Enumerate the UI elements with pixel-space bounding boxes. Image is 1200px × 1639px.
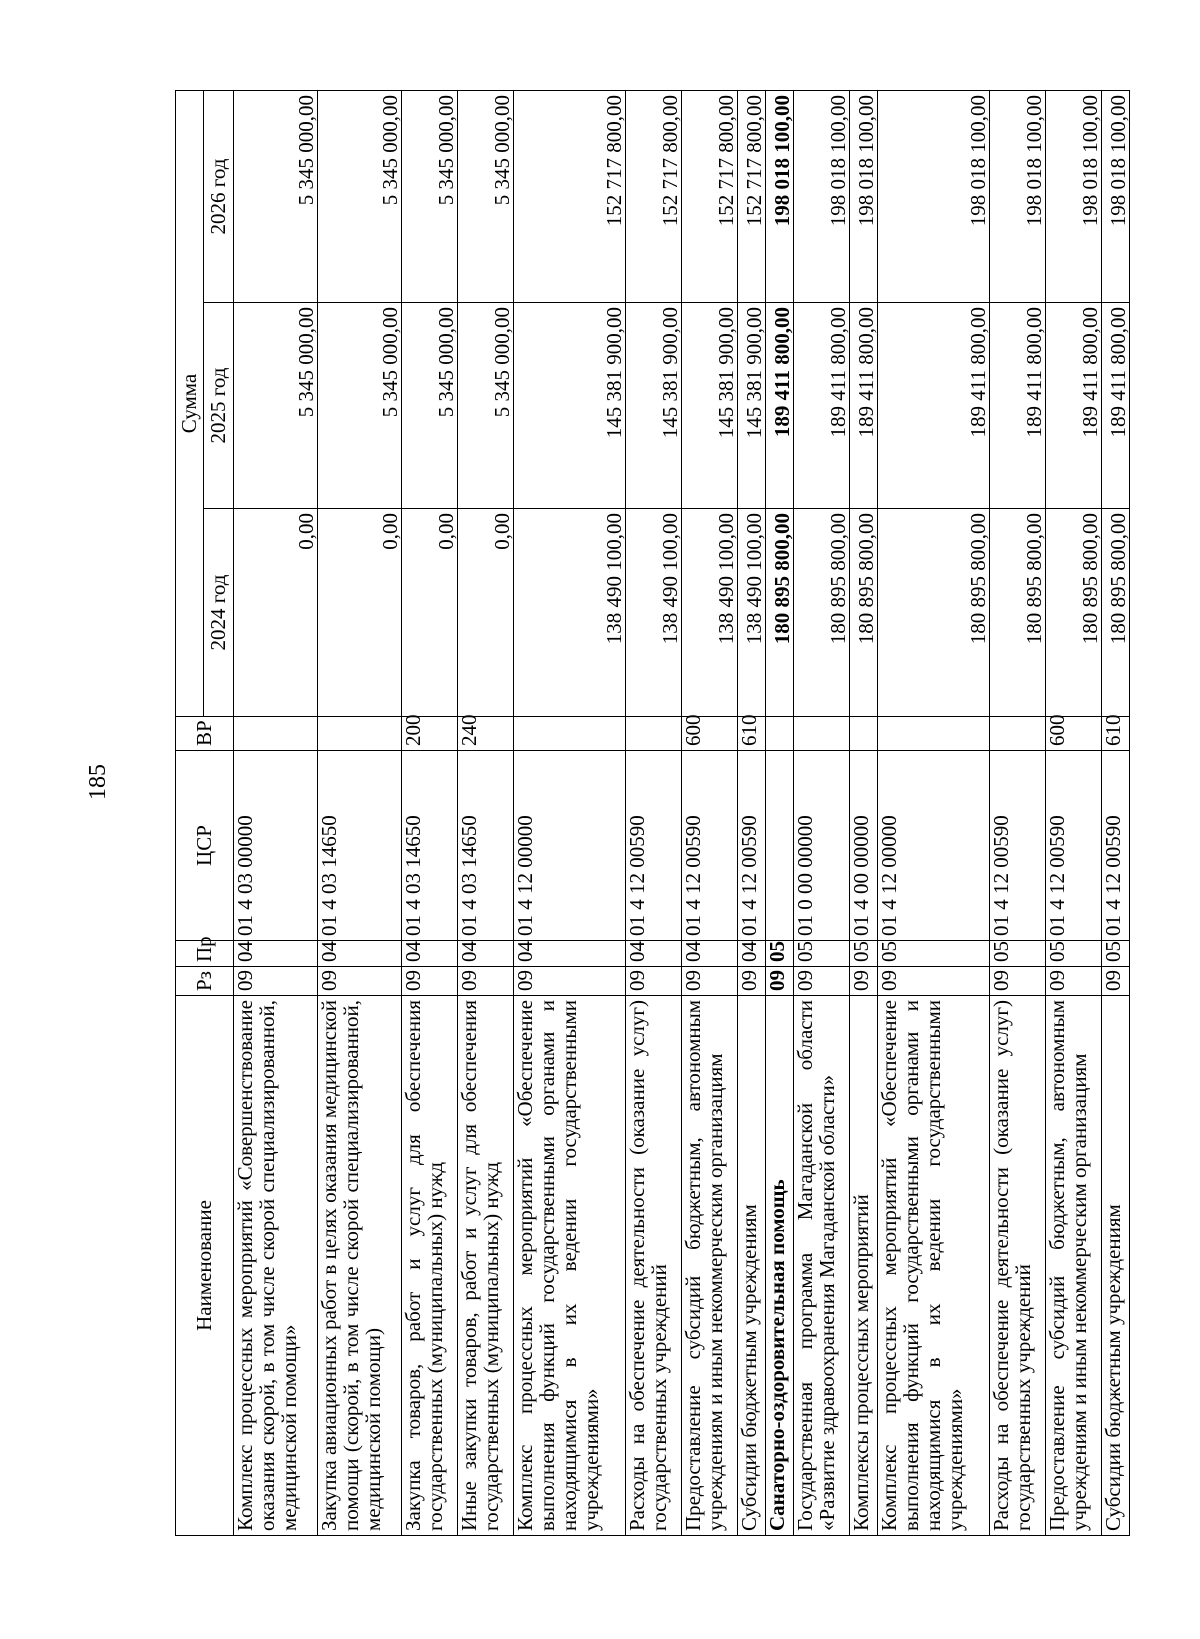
row-vr [318,717,402,751]
row-csr: 01 4 12 00000 [878,751,990,941]
row-name: Государственная программа Магаданской области «Развитие здравоохранения Магаданской области» [794,996,850,1536]
row-csr: 01 4 03 14650 [402,751,458,941]
row-vr [794,717,850,751]
row-csr: 01 4 12 00000 [514,751,626,941]
row-pr: 04 [234,941,318,967]
row-pr: 04 [682,941,738,967]
row-sum-2025: 189 411 800,00 [1046,303,1102,509]
row-sum-2025: 5 345 000,00 [318,303,402,509]
row-pr: 04 [402,941,458,967]
row-sum-2025: 189 411 800,00 [766,303,794,509]
row-rz: 09 [766,967,794,996]
row-name: Комплекс процессных мероприятий «Обеспечение выполнения функций государственными органами и находящимися в их ведении государственными учреждениями» [878,996,990,1536]
row-sum-2026: 198 018 100,00 [794,90,850,302]
row-rz: 09 [318,967,402,996]
table-row [234,90,318,1535]
row-rz: 09 [626,967,682,996]
table-row [626,90,682,1535]
table-row [878,90,990,1535]
row-pr: 05 [766,941,794,967]
row-sum-2026: 152 717 800,00 [738,90,766,302]
table-body [234,90,1130,1535]
row-sum-2025: 145 381 900,00 [514,303,626,509]
row-sum-2025: 189 411 800,00 [794,303,850,509]
header-2025: 2025 год [204,303,234,509]
table-row [458,90,514,1535]
row-rz: 09 [1046,967,1102,996]
row-rz: 09 [458,967,514,996]
row-csr: 01 4 00 00000 [850,751,878,941]
row-pr: 05 [878,941,990,967]
row-rz: 09 [1102,967,1130,996]
row-csr: 01 4 12 00590 [1046,751,1102,941]
row-rz: 09 [878,967,990,996]
header-rz: Рз [176,967,234,996]
row-csr: 01 0 00 00000 [794,751,850,941]
row-pr: 04 [458,941,514,967]
row-sum-2025: 145 381 900,00 [738,303,766,509]
row-sum-2025: 189 411 800,00 [878,303,990,509]
row-vr: 600 [682,717,738,751]
row-sum-2026: 198 018 100,00 [850,90,878,302]
row-sum-2026: 198 018 100,00 [766,90,794,302]
row-name: Комплекс процессных мероприятий «Обеспечение выполнения функций государственными органами и находящимися в их ведении государственными учреждениями» [514,996,626,1536]
row-vr: 610 [738,717,766,751]
row-name: Комплексы процессных мероприятий [850,996,878,1536]
row-sum-2024: 180 895 800,00 [794,509,850,717]
row-rz: 09 [990,967,1046,996]
table-header [176,90,234,1535]
row-sum-2024: 0,00 [318,509,402,717]
row-sum-2026: 5 345 000,00 [234,90,318,302]
row-vr [626,717,682,751]
row-name: Предоставление субсидий бюджетным, автономным учреждениям и иным некоммерческим организациям [682,996,738,1536]
row-sum-2024: 180 895 800,00 [878,509,990,717]
row-csr: 01 4 03 14650 [318,751,402,941]
row-sum-2024: 180 895 800,00 [1046,509,1102,717]
row-sum-2024: 180 895 800,00 [990,509,1046,717]
row-sum-2024: 0,00 [402,509,458,717]
row-csr: 01 4 03 14650 [458,751,514,941]
row-rz: 09 [402,967,458,996]
row-rz: 09 [794,967,850,996]
row-name: Субсидии бюджетным учреждениям [1102,996,1130,1536]
row-sum-2025: 145 381 900,00 [682,303,738,509]
table-row [402,90,458,1535]
row-sum-2025: 189 411 800,00 [990,303,1046,509]
row-name: Расходы на обеспечение деятельности (оказание услуг) государственных учреждений [990,996,1046,1536]
header-vr: ВР [176,717,234,751]
row-pr: 05 [1046,941,1102,967]
row-pr: 04 [318,941,402,967]
row-sum-2025: 145 381 900,00 [626,303,682,509]
row-sum-2025: 189 411 800,00 [850,303,878,509]
row-vr [878,717,990,751]
row-vr: 610 [1102,717,1130,751]
row-vr: 200 [402,717,458,751]
row-sum-2024: 180 895 800,00 [766,509,794,717]
row-sum-2025: 189 411 800,00 [1102,303,1130,509]
row-vr [850,717,878,751]
row-pr: 05 [794,941,850,967]
row-sum-2024: 0,00 [234,509,318,717]
row-vr [514,717,626,751]
row-csr: 01 4 12 00590 [626,751,682,941]
table-row [766,90,794,1535]
row-sum-2024: 138 490 100,00 [738,509,766,717]
row-csr: 01 4 12 00590 [682,751,738,941]
budget-table [175,90,1130,1536]
row-name: Предоставление субсидий бюджетным, автономным учреждениям и иным некоммерческим организациям [1046,996,1102,1536]
row-pr: 05 [850,941,878,967]
header-csr: ЦСР [176,751,234,941]
row-sum-2024: 138 490 100,00 [514,509,626,717]
header-2024: 2024 год [204,509,234,717]
budget-table-container [175,91,1130,1536]
row-sum-2026: 152 717 800,00 [514,90,626,302]
header-sum: Сумма [176,90,204,716]
row-sum-2026: 152 717 800,00 [682,90,738,302]
row-pr: 05 [1102,941,1130,967]
table-row [794,90,850,1535]
row-csr [766,751,794,941]
row-csr: 01 4 03 00000 [234,751,318,941]
table-row [1102,90,1130,1535]
row-name: Закупка авиационных работ в целях оказания медицинской помощи (скорой, в том числе скорой специализированной, медицинской помощи) [318,996,402,1536]
row-name: Санаторно-оздоровительная помощь [766,996,794,1536]
row-sum-2024: 138 490 100,00 [626,509,682,717]
row-sum-2026: 198 018 100,00 [1046,90,1102,302]
table-row [514,90,626,1535]
row-csr: 01 4 12 00590 [990,751,1046,941]
header-name: Наименование [176,996,234,1536]
header-2026: 2026 год [204,90,234,302]
table-row [682,90,738,1535]
row-name: Субсидии бюджетным учреждениям [738,996,766,1536]
row-csr: 01 4 12 00590 [738,751,766,941]
table-row [738,90,766,1535]
row-sum-2024: 180 895 800,00 [1102,509,1130,717]
row-sum-2026: 5 345 000,00 [458,90,514,302]
row-name: Расходы на обеспечение деятельности (оказание услуг) государственных учреждений [626,996,682,1536]
row-pr: 04 [514,941,626,967]
row-name: Комплекс процессных мероприятий «Совершенствование оказания скорой, в том числе скорой специализированной, медицинской помощи» [234,996,318,1536]
row-rz: 09 [682,967,738,996]
table-row [850,90,878,1535]
row-name: Закупка товаров, работ и услуг для обеспечения государственных (муниципальных) нужд [402,996,458,1536]
row-sum-2026: 198 018 100,00 [1102,90,1130,302]
row-vr [234,717,318,751]
row-vr [990,717,1046,751]
row-rz: 09 [234,967,318,996]
row-sum-2026: 198 018 100,00 [990,90,1046,302]
row-name: Иные закупки товаров, работ и услуг для обеспечения государственных (муниципальных) нужд [458,996,514,1536]
row-vr [766,717,794,751]
row-pr: 04 [738,941,766,967]
row-sum-2025: 5 345 000,00 [402,303,458,509]
row-sum-2026: 5 345 000,00 [402,90,458,302]
table-row [318,90,402,1535]
row-rz: 09 [850,967,878,996]
page-number: 185 [85,764,111,800]
row-rz: 09 [514,967,626,996]
row-sum-2024: 0,00 [458,509,514,717]
row-rz: 09 [738,967,766,996]
row-sum-2024: 180 895 800,00 [850,509,878,717]
row-sum-2026: 198 018 100,00 [878,90,990,302]
row-sum-2025: 5 345 000,00 [234,303,318,509]
row-sum-2024: 138 490 100,00 [682,509,738,717]
row-sum-2026: 152 717 800,00 [626,90,682,302]
row-vr: 600 [1046,717,1102,751]
row-pr: 05 [990,941,1046,967]
row-pr: 04 [626,941,682,967]
table-row [990,90,1046,1535]
row-csr: 01 4 12 00590 [1102,751,1130,941]
table-row [1046,90,1102,1535]
row-sum-2025: 5 345 000,00 [458,303,514,509]
header-pr: Пр [176,941,234,967]
row-vr: 240 [458,717,514,751]
row-sum-2026: 5 345 000,00 [318,90,402,302]
